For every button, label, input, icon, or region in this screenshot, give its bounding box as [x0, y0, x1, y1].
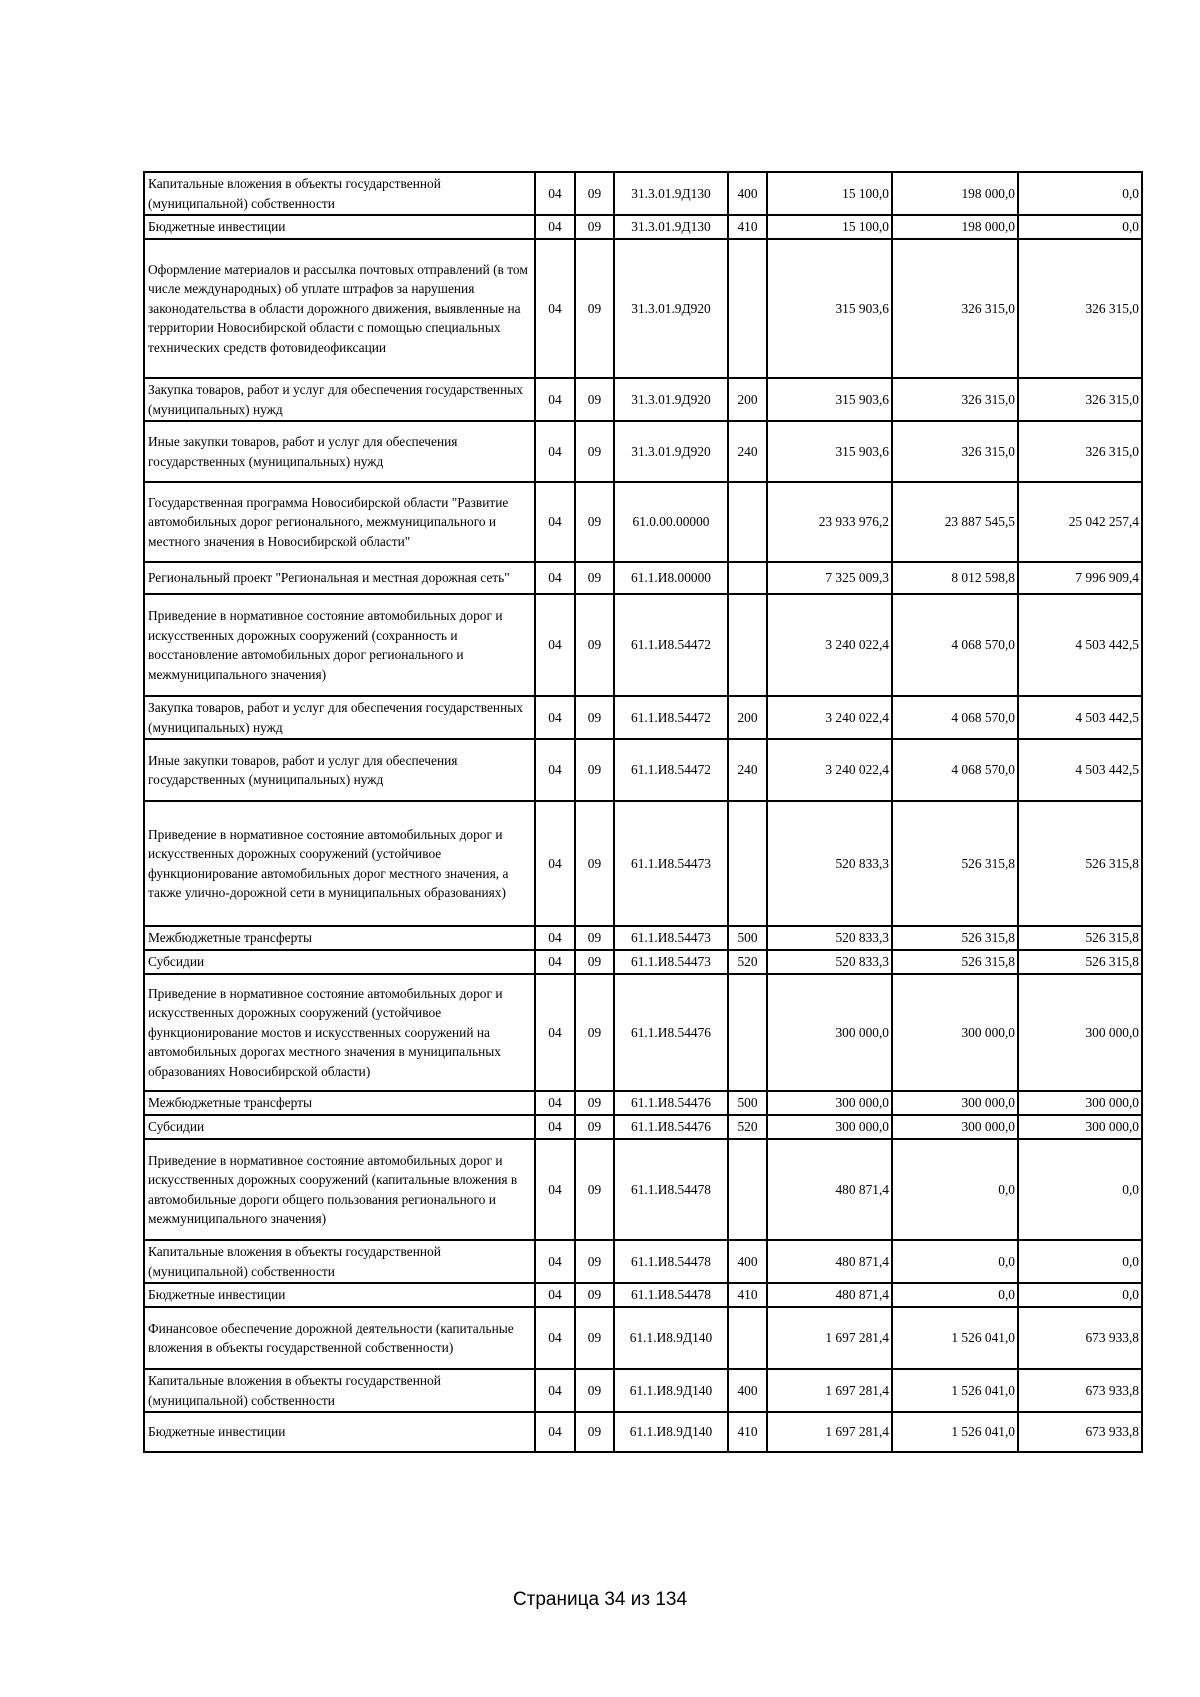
cell-name: Приведение в нормативное состояние автомобильных дорог и искусственных дорожных сооружений (устойчивое функционирование мостов и искусственных сооружений на автомобильных дорогах местного значения в муниципальных образованиях Новосибирской области) [144, 974, 535, 1091]
cell-name: Иные закупки товаров, работ и услуг для обеспечения государственных (муниципальных) нужд [144, 739, 535, 801]
cell-name: Бюджетные инвестиции [144, 1412, 535, 1452]
cell-subsection: 09 [575, 801, 614, 926]
cell-target-article: 61.1.И8.00000 [614, 562, 728, 594]
cell-name: Закупка товаров, работ и услуг для обеспечения государственных (муниципальных) нужд [144, 378, 535, 421]
cell-expense-type: 200 [728, 378, 767, 421]
cell-amount-year-3: 326 315,0 [1018, 421, 1142, 482]
cell-amount-year-1: 315 903,6 [767, 378, 892, 421]
cell-amount-year-3: 4 503 442,5 [1018, 739, 1142, 801]
cell-amount-year-1: 1 697 281,4 [767, 1307, 892, 1369]
table-row [144, 1240, 1142, 1283]
cell-amount-year-2: 1 526 041,0 [892, 1307, 1018, 1369]
budget-table [143, 171, 1143, 1453]
cell-subsection: 09 [575, 1139, 614, 1240]
cell-target-article: 31.3.01.9Д130 [614, 215, 728, 239]
cell-subsection: 09 [575, 172, 614, 215]
table-row [144, 974, 1142, 1091]
cell-target-article: 61.1.И8.9Д140 [614, 1412, 728, 1452]
cell-amount-year-1: 3 240 022,4 [767, 594, 892, 696]
cell-amount-year-3: 300 000,0 [1018, 974, 1142, 1091]
cell-expense-type: 410 [728, 1412, 767, 1452]
table-row [144, 1307, 1142, 1369]
cell-amount-year-1: 3 240 022,4 [767, 696, 892, 739]
table-row [144, 801, 1142, 926]
cell-expense-type [728, 1139, 767, 1240]
cell-amount-year-2: 300 000,0 [892, 1091, 1018, 1115]
cell-target-article: 61.1.И8.54472 [614, 739, 728, 801]
cell-subsection: 09 [575, 421, 614, 482]
cell-section: 04 [535, 421, 575, 482]
table-row [144, 1369, 1142, 1412]
cell-expense-type: 400 [728, 1369, 767, 1412]
cell-name: Межбюджетные трансферты [144, 1091, 535, 1115]
table-row [144, 1139, 1142, 1240]
cell-amount-year-2: 526 315,8 [892, 950, 1018, 974]
cell-name: Приведение в нормативное состояние автомобильных дорог и искусственных дорожных сооружений (капитальные вложения в автомобильные дороги общего пользования регионального и межмуниципального значения) [144, 1139, 535, 1240]
cell-amount-year-3: 526 315,8 [1018, 801, 1142, 926]
cell-amount-year-3: 673 933,8 [1018, 1307, 1142, 1369]
cell-section: 04 [535, 215, 575, 239]
cell-amount-year-3: 0,0 [1018, 1283, 1142, 1307]
table-row [144, 172, 1142, 215]
table-row [144, 215, 1142, 239]
table-row [144, 421, 1142, 482]
cell-amount-year-1: 15 100,0 [767, 215, 892, 239]
cell-amount-year-3: 326 315,0 [1018, 378, 1142, 421]
cell-section: 04 [535, 1139, 575, 1240]
cell-expense-type [728, 801, 767, 926]
cell-amount-year-3: 300 000,0 [1018, 1091, 1142, 1115]
cell-subsection: 09 [575, 1412, 614, 1452]
cell-section: 04 [535, 739, 575, 801]
table-row [144, 378, 1142, 421]
cell-section: 04 [535, 1240, 575, 1283]
cell-target-article: 31.3.01.9Д130 [614, 172, 728, 215]
cell-amount-year-2: 8 012 598,8 [892, 562, 1018, 594]
cell-amount-year-2: 4 068 570,0 [892, 696, 1018, 739]
cell-amount-year-2: 1 526 041,0 [892, 1412, 1018, 1452]
cell-subsection: 09 [575, 215, 614, 239]
cell-amount-year-2: 4 068 570,0 [892, 594, 1018, 696]
cell-amount-year-2: 300 000,0 [892, 1115, 1018, 1139]
cell-target-article: 61.1.И8.54472 [614, 594, 728, 696]
table-row [144, 739, 1142, 801]
cell-section: 04 [535, 239, 575, 378]
table-row [144, 1412, 1142, 1452]
cell-amount-year-1: 300 000,0 [767, 1091, 892, 1115]
cell-amount-year-1: 315 903,6 [767, 239, 892, 378]
cell-name: Субсидии [144, 1115, 535, 1139]
cell-name: Приведение в нормативное состояние автомобильных дорог и искусственных дорожных сооружений (сохранность и восстановление автомобильных дорог регионального и межмуниципального значения) [144, 594, 535, 696]
cell-amount-year-2: 0,0 [892, 1139, 1018, 1240]
cell-section: 04 [535, 482, 575, 562]
cell-amount-year-3: 0,0 [1018, 215, 1142, 239]
cell-amount-year-3: 0,0 [1018, 1240, 1142, 1283]
cell-amount-year-3: 0,0 [1018, 1139, 1142, 1240]
cell-amount-year-3: 0,0 [1018, 172, 1142, 215]
cell-target-article: 61.1.И8.54472 [614, 696, 728, 739]
cell-amount-year-1: 300 000,0 [767, 974, 892, 1091]
cell-amount-year-1: 480 871,4 [767, 1283, 892, 1307]
table-row [144, 926, 1142, 950]
cell-amount-year-1: 3 240 022,4 [767, 739, 892, 801]
cell-expense-type: 400 [728, 172, 767, 215]
table-row [144, 950, 1142, 974]
cell-amount-year-3: 526 315,8 [1018, 926, 1142, 950]
cell-expense-type: 520 [728, 950, 767, 974]
cell-amount-year-3: 4 503 442,5 [1018, 594, 1142, 696]
table-row [144, 562, 1142, 594]
cell-amount-year-1: 300 000,0 [767, 1115, 892, 1139]
cell-section: 04 [535, 974, 575, 1091]
cell-amount-year-3: 300 000,0 [1018, 1115, 1142, 1139]
cell-target-article: 61.1.И8.54476 [614, 1115, 728, 1139]
cell-section: 04 [535, 1307, 575, 1369]
cell-amount-year-1: 520 833,3 [767, 950, 892, 974]
table-row [144, 696, 1142, 739]
cell-subsection: 09 [575, 950, 614, 974]
cell-name: Государственная программа Новосибирской области "Развитие автомобильных дорог регионального, межмуниципального и местного значения в Новосибирской области" [144, 482, 535, 562]
cell-section: 04 [535, 172, 575, 215]
table-row [144, 594, 1142, 696]
cell-target-article: 61.1.И8.54476 [614, 974, 728, 1091]
cell-section: 04 [535, 378, 575, 421]
cell-section: 04 [535, 950, 575, 974]
cell-expense-type: 500 [728, 1091, 767, 1115]
cell-expense-type: 400 [728, 1240, 767, 1283]
cell-amount-year-3: 4 503 442,5 [1018, 696, 1142, 739]
cell-amount-year-2: 198 000,0 [892, 172, 1018, 215]
cell-expense-type: 500 [728, 926, 767, 950]
cell-section: 04 [535, 1369, 575, 1412]
cell-section: 04 [535, 1091, 575, 1115]
cell-expense-type: 410 [728, 215, 767, 239]
cell-amount-year-2: 326 315,0 [892, 421, 1018, 482]
cell-section: 04 [535, 1115, 575, 1139]
cell-name: Региональный проект "Региональная и местная дорожная сеть" [144, 562, 535, 594]
cell-amount-year-3: 526 315,8 [1018, 950, 1142, 974]
cell-amount-year-1: 1 697 281,4 [767, 1369, 892, 1412]
cell-subsection: 09 [575, 378, 614, 421]
table-row [144, 1091, 1142, 1115]
table-row [144, 1283, 1142, 1307]
cell-amount-year-1: 315 903,6 [767, 421, 892, 482]
cell-name: Оформление материалов и рассылка почтовых отправлений (в том числе международных) об уплате штрафов за нарушения законодательства в области дорожного движения, выявленные на территории Новосибирской области с помощью специальных технических средств фотовидеофиксации [144, 239, 535, 378]
cell-name: Финансовое обеспечение дорожной деятельности (капитальные вложения в объекты государственной собственности) [144, 1307, 535, 1369]
cell-subsection: 09 [575, 1283, 614, 1307]
cell-expense-type [728, 562, 767, 594]
cell-expense-type: 410 [728, 1283, 767, 1307]
cell-expense-type [728, 594, 767, 696]
cell-amount-year-1: 7 325 009,3 [767, 562, 892, 594]
cell-expense-type [728, 482, 767, 562]
cell-amount-year-1: 15 100,0 [767, 172, 892, 215]
cell-amount-year-2: 526 315,8 [892, 801, 1018, 926]
cell-name: Субсидии [144, 950, 535, 974]
cell-name: Бюджетные инвестиции [144, 215, 535, 239]
cell-target-article: 61.1.И8.54478 [614, 1283, 728, 1307]
cell-amount-year-2: 526 315,8 [892, 926, 1018, 950]
cell-amount-year-2: 4 068 570,0 [892, 739, 1018, 801]
cell-subsection: 09 [575, 1240, 614, 1283]
table-row [144, 482, 1142, 562]
cell-name: Межбюджетные трансферты [144, 926, 535, 950]
cell-subsection: 09 [575, 1307, 614, 1369]
cell-section: 04 [535, 594, 575, 696]
cell-name: Иные закупки товаров, работ и услуг для обеспечения государственных (муниципальных) нужд [144, 421, 535, 482]
cell-target-article: 61.0.00.00000 [614, 482, 728, 562]
cell-subsection: 09 [575, 1091, 614, 1115]
cell-subsection: 09 [575, 696, 614, 739]
cell-expense-type: 200 [728, 696, 767, 739]
cell-expense-type: 240 [728, 739, 767, 801]
cell-amount-year-1: 480 871,4 [767, 1139, 892, 1240]
cell-amount-year-3: 7 996 909,4 [1018, 562, 1142, 594]
cell-target-article: 61.1.И8.54478 [614, 1240, 728, 1283]
cell-amount-year-3: 673 933,8 [1018, 1369, 1142, 1412]
cell-expense-type [728, 1307, 767, 1369]
cell-section: 04 [535, 1412, 575, 1452]
cell-target-article: 61.1.И8.54478 [614, 1139, 728, 1240]
cell-section: 04 [535, 801, 575, 926]
cell-subsection: 09 [575, 974, 614, 1091]
cell-subsection: 09 [575, 1115, 614, 1139]
cell-section: 04 [535, 926, 575, 950]
cell-amount-year-1: 520 833,3 [767, 926, 892, 950]
cell-amount-year-2: 0,0 [892, 1240, 1018, 1283]
cell-name: Бюджетные инвестиции [144, 1283, 535, 1307]
cell-target-article: 31.3.01.9Д920 [614, 378, 728, 421]
table-row [144, 239, 1142, 378]
cell-target-article: 61.1.И8.54473 [614, 801, 728, 926]
cell-subsection: 09 [575, 926, 614, 950]
cell-section: 04 [535, 562, 575, 594]
cell-amount-year-1: 1 697 281,4 [767, 1412, 892, 1452]
cell-amount-year-2: 0,0 [892, 1283, 1018, 1307]
cell-amount-year-1: 520 833,3 [767, 801, 892, 926]
cell-target-article: 61.1.И8.9Д140 [614, 1307, 728, 1369]
cell-name: Капитальные вложения в объекты государственной (муниципальной) собственности [144, 172, 535, 215]
cell-target-article: 61.1.И8.54473 [614, 950, 728, 974]
cell-amount-year-2: 198 000,0 [892, 215, 1018, 239]
cell-section: 04 [535, 1283, 575, 1307]
cell-section: 04 [535, 696, 575, 739]
cell-amount-year-3: 673 933,8 [1018, 1412, 1142, 1452]
cell-subsection: 09 [575, 1369, 614, 1412]
page-number: Страница 34 из 134 [512, 1589, 688, 1610]
cell-expense-type [728, 974, 767, 1091]
cell-subsection: 09 [575, 562, 614, 594]
table-row [144, 1115, 1142, 1139]
cell-amount-year-2: 300 000,0 [892, 974, 1018, 1091]
cell-name: Приведение в нормативное состояние автомобильных дорог и искусственных дорожных сооружений (устойчивое функционирование автомобильных дорог местного значения, а также улично-дорожной сети в муниципальных образованиях) [144, 801, 535, 926]
cell-subsection: 09 [575, 482, 614, 562]
cell-amount-year-2: 326 315,0 [892, 378, 1018, 421]
cell-expense-type: 240 [728, 421, 767, 482]
cell-subsection: 09 [575, 739, 614, 801]
table-body [144, 172, 1142, 1452]
cell-target-article: 31.3.01.9Д920 [614, 421, 728, 482]
cell-amount-year-2: 1 526 041,0 [892, 1369, 1018, 1412]
cell-target-article: 61.1.И8.9Д140 [614, 1369, 728, 1412]
cell-name: Закупка товаров, работ и услуг для обеспечения государственных (муниципальных) нужд [144, 696, 535, 739]
cell-amount-year-1: 480 871,4 [767, 1240, 892, 1283]
cell-amount-year-3: 25 042 257,4 [1018, 482, 1142, 562]
cell-expense-type: 520 [728, 1115, 767, 1139]
cell-amount-year-2: 23 887 545,5 [892, 482, 1018, 562]
cell-subsection: 09 [575, 594, 614, 696]
cell-amount-year-1: 23 933 976,2 [767, 482, 892, 562]
cell-amount-year-3: 326 315,0 [1018, 239, 1142, 378]
cell-amount-year-2: 326 315,0 [892, 239, 1018, 378]
cell-subsection: 09 [575, 239, 614, 378]
cell-target-article: 31.3.01.9Д920 [614, 239, 728, 378]
cell-expense-type [728, 239, 767, 378]
cell-target-article: 61.1.И8.54476 [614, 1091, 728, 1115]
cell-name: Капитальные вложения в объекты государственной (муниципальной) собственности [144, 1240, 535, 1283]
cell-name: Капитальные вложения в объекты государственной (муниципальной) собственности [144, 1369, 535, 1412]
cell-target-article: 61.1.И8.54473 [614, 926, 728, 950]
